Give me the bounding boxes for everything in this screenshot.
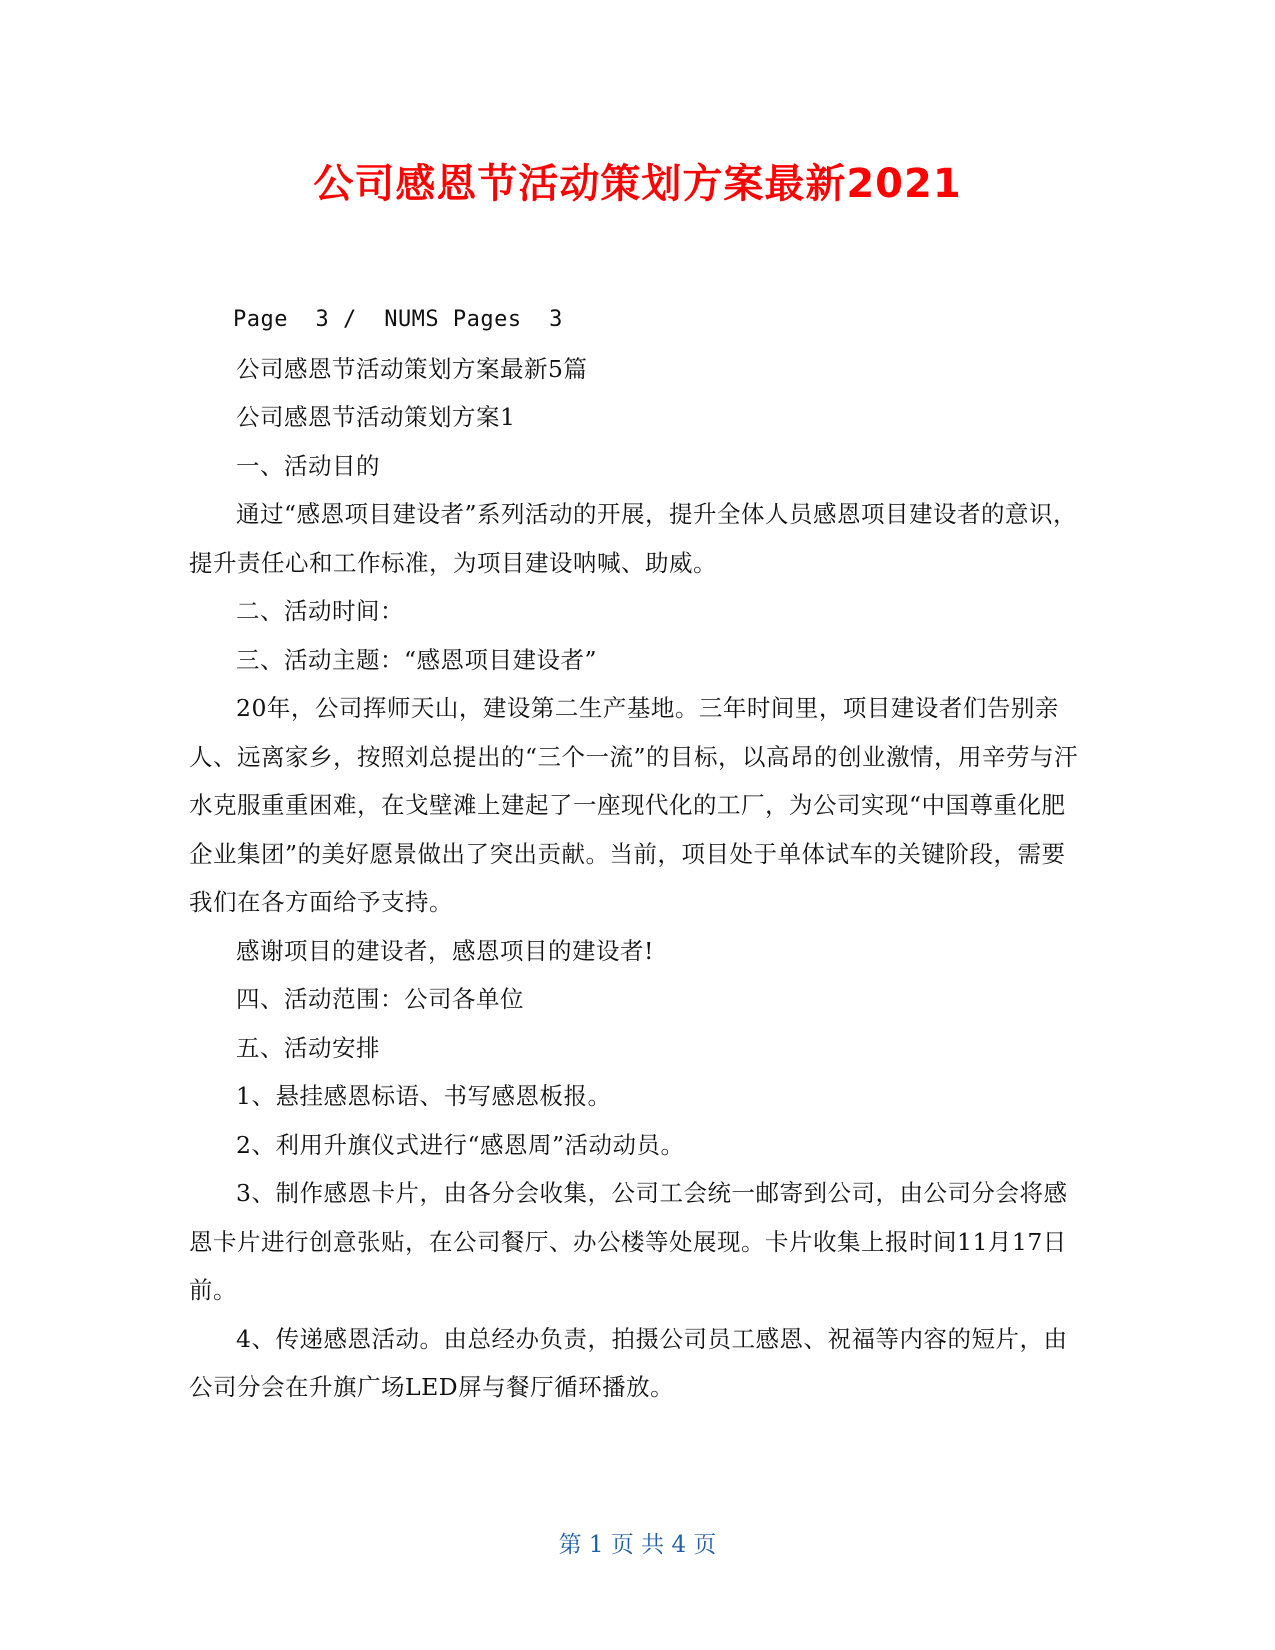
list-item: 2、利用升旗仪式进行“感恩周”活动动员。 (236, 1130, 685, 1159)
document-body (189, 296, 1085, 1412)
heading-scope: 四、活动范围：公司各单位 (236, 985, 524, 1013)
page-footer: 第 1 页 共 4 页 (558, 1532, 717, 1558)
list-item: 1、悬挂感恩标语、书写感恩板报。 (236, 1082, 612, 1110)
document-title: 公司感恩节活动策划方案最新2021 (313, 161, 962, 207)
paragraph: 20年，公司挥师天山，建设第二生产基地。三年时间里，项目建设者们告别亲人、远离家乡，按照刘总提出的“三个一流”的目标，以高昂的创业激情，用辛劳与汗水克服重重困难，在戈壁滩上建起了一座现代化的工厂，为公司实现“中国尊重化肥企业集团”的美好愿景做出了突出贡献。当前，项目处于单体试车的关键阶段，需要我们在各方面给予支持。 (189, 694, 1079, 916)
paragraph: 通过“感恩项目建设者”系列活动的开展，提升全体人员感恩项目建设者的意识，提升责任心和工作标准，为项目建设呐喊、助威。 (189, 500, 1078, 577)
list-item: 3、制作感恩卡片，由各分会收集，公司工会统一邮寄到公司，由公司分会将感恩卡片进行创意张贴，在公司餐厅、办公楼等处展现。卡片收集上报时间11月17日前。 (189, 1179, 1068, 1304)
heading-theme: 三、活动主题：“感恩项目建设者” (236, 645, 598, 674)
list-item: 4、传递感恩活动。由总经办负责，拍摄公司员工感恩、祝福等内容的短片，由公司分会在升旗广场LED屏与餐厅循环播放。 (189, 1324, 1068, 1401)
heading-arrangement: 五、活动安排 (236, 1033, 380, 1062)
subtitle: 公司感恩节活动策划方案最新5篇 (236, 354, 588, 383)
heading-time: 二、活动时间： (236, 597, 404, 625)
paragraph: 感谢项目的建设者，感恩项目的建设者! (236, 936, 654, 965)
heading-purpose: 一、活动目的 (236, 451, 380, 480)
page-field-line: Page 3 / NUMS Pages 3 (233, 307, 563, 332)
section-heading: 公司感恩节活动策划方案1 (236, 403, 516, 431)
